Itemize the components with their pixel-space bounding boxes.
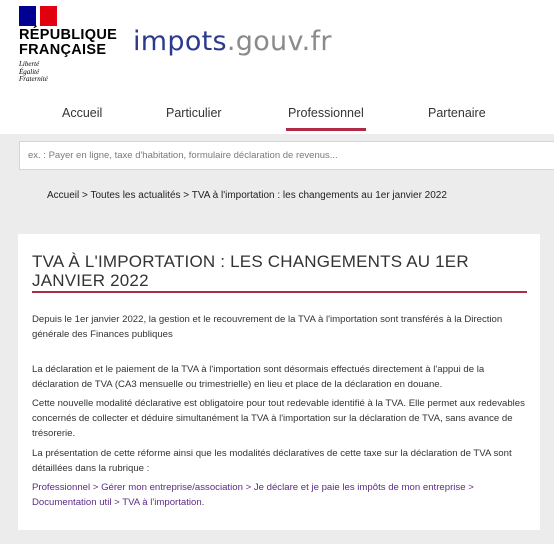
republique-francaise-logo[interactable]: RÉPUBLIQUE FRANÇAISE [19, 27, 118, 58]
title-divider [32, 291, 527, 293]
republique-flag-icon [19, 6, 57, 26]
search-input[interactable] [20, 142, 554, 169]
main-nav [0, 106, 554, 132]
search-box [19, 141, 554, 170]
article-paragraph: Depuis le 1er janvier 2022, la gestion et le recouvrement de la TVA à l'importation sont transférés à la Direction générale des Finances publiques [32, 314, 503, 340]
article-paragraph: La déclaration et le paiement de la TVA à l'importation sont désormais effectués directement à l'appui de la déclaration de TVA (CA3 mensuelle ou trimestrielle) en lieu et place de la déclaration en douane. [32, 364, 485, 390]
article-card [18, 234, 540, 530]
nav-accueil[interactable]: Accueil [62, 106, 103, 120]
article-paragraph: La présentation de cette réforme ainsi que les modalités déclaratives de cette taxe sur la déclaration de TVA sont détaillées dans la rubrique : [32, 448, 512, 474]
devise: Liberté Égalité Fraternité [19, 60, 48, 83]
nav-partenaire[interactable]: Partenaire [428, 106, 486, 120]
site-header [0, 0, 554, 134]
nav-particulier[interactable]: Particulier [166, 106, 222, 120]
breadcrumb[interactable]: Accueil > Toutes les actualités > TVA à l'importation : les changements au 1er janvier 2022 [47, 190, 447, 201]
impots-gouv-logo[interactable]: impots.gouv.fr [133, 26, 332, 57]
nav-professionnel[interactable]: Professionnel [288, 106, 364, 120]
article-paragraph: Cette nouvelle modalité déclarative est obligatoire pour tout redevable identifié à la TVA. Elle permet aux redevables concernés de collecter et déduire simultanément la TVA à l'importation sur la déclaration de TVA, sans avance de trésorerie. [32, 398, 525, 439]
article-title: TVA À L'IMPORTATION : LES CHANGEMENTS AU 1ER JANVIER 2022 [32, 252, 469, 290]
rubrique-link[interactable]: Professionnel > Gérer mon entreprise/association > Je déclare et je paie les impôts de mon entreprise > Documentation util > TVA à l'importation. [32, 482, 474, 508]
